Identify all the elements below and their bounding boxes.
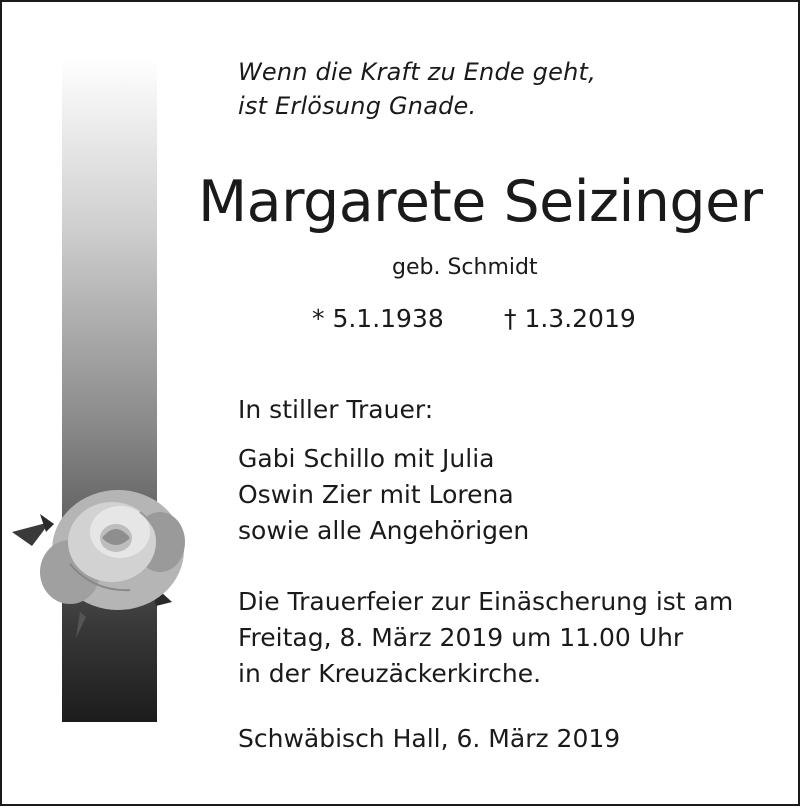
motto-line-1: Wenn die Kraft zu Ende geht, [238,58,596,86]
rose-image [10,472,190,642]
motto-line-2: ist Erlösung Gnade. [238,92,477,120]
service-line-3: in der Kreuzäckerkirche. [238,659,542,688]
service-line-2: Freitag, 8. März 2019 um 11.00 Uhr [238,623,684,652]
mourner-line-2: Oswin Zier mit Lorena [238,480,514,509]
birth-date: * 5.1.1938 [312,304,444,333]
deceased-name: Margarete Seizinger [198,169,763,235]
service-line-1: Die Trauerfeier zur Einäscherung ist am [238,587,734,616]
mourners-heading: In stiller Trauer: [238,395,434,424]
death-date: † 1.3.2019 [504,304,636,333]
maiden-name: geb. Schmidt [392,255,538,280]
mourner-line-1: Gabi Schillo mit Julia [238,444,495,473]
mourner-line-3: sowie alle Angehörigen [238,516,530,545]
place-date: Schwäbisch Hall, 6. März 2019 [238,724,621,753]
